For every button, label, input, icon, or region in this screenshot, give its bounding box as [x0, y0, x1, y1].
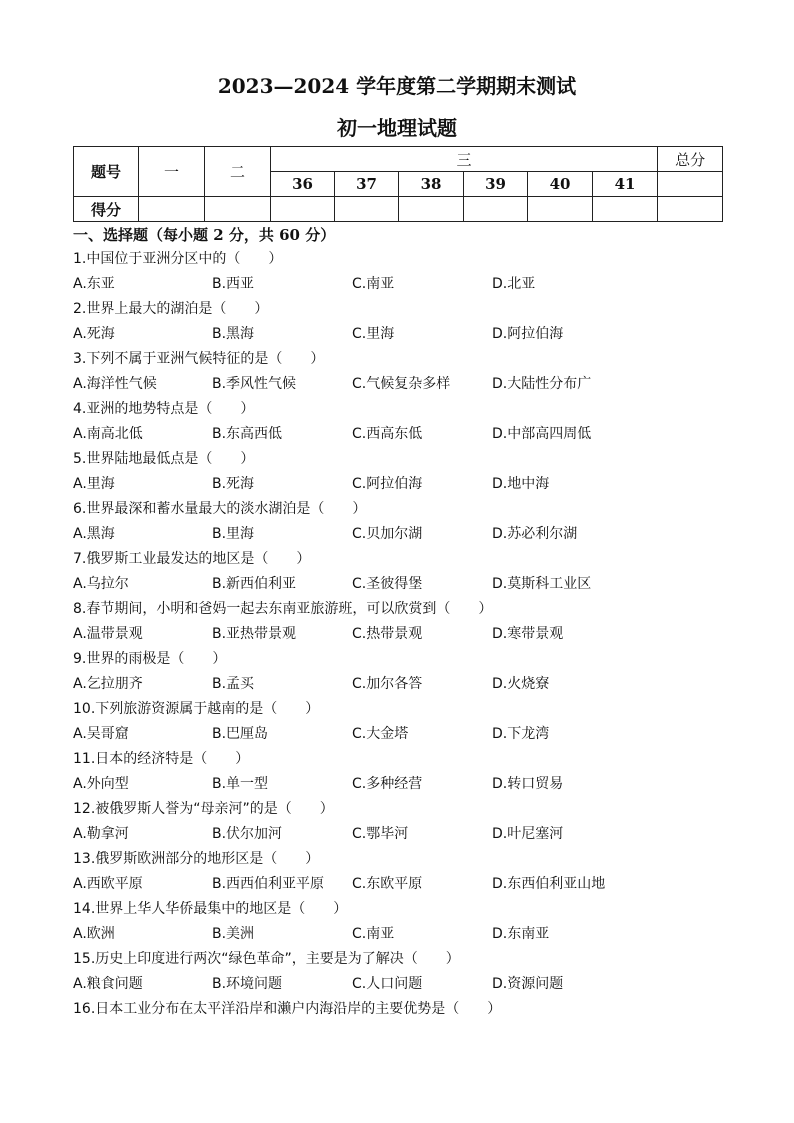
question-stem: 2.世界上最大的湖泊是（ ） — [73, 301, 269, 317]
score-cell — [271, 197, 335, 222]
score-cell — [528, 197, 593, 222]
option-d: D.东南亚 — [492, 926, 550, 942]
question-stem: 10.下列旅游资源属于越南的是（ ） — [73, 701, 320, 717]
option-a: A.外向型 — [73, 776, 129, 792]
option-d: D.大陆性分布广 — [492, 376, 592, 392]
exam-title: 2023—2024 学年度第二学期期末测试 — [217, 74, 577, 98]
question-stem: 1.中国位于亚洲分区中的（ ） — [73, 251, 283, 267]
option-d: D.转口贸易 — [492, 776, 564, 792]
option-d: D.下龙湾 — [492, 726, 550, 742]
option-b: B.西西伯利亚平原 — [212, 876, 325, 892]
option-d: D.资源问题 — [492, 976, 564, 992]
option-a: A.东亚 — [73, 276, 115, 292]
score-cell — [335, 197, 399, 222]
option-row — [73, 322, 733, 347]
header-cell-q36: 36 — [271, 172, 335, 197]
option-row — [73, 922, 733, 947]
header-cell-q39: 39 — [464, 172, 528, 197]
option-b: B.新西伯利亚 — [212, 576, 297, 592]
header-cell-q38: 38 — [399, 172, 464, 197]
option-a: A.乌拉尔 — [73, 576, 129, 592]
option-d: D.地中海 — [492, 476, 550, 492]
option-row — [73, 722, 733, 747]
option-row — [73, 972, 733, 997]
section-heading: 一、选择题（每小题 2 分，共 60 分） — [73, 226, 336, 244]
option-b: B.孟买 — [212, 676, 255, 692]
option-c: C.南亚 — [352, 276, 395, 292]
option-row — [73, 822, 733, 847]
option-c: C.里海 — [352, 326, 395, 342]
score-cell — [464, 197, 528, 222]
question-stem: 9.世界的雨极是（ ） — [73, 651, 227, 667]
option-row — [73, 872, 733, 897]
score-cell — [399, 197, 464, 222]
option-d: D.寒带景观 — [492, 626, 564, 642]
score-cell — [658, 197, 723, 222]
option-c: C.阿拉伯海 — [352, 476, 423, 492]
option-c: C.多种经营 — [352, 776, 423, 792]
option-b: B.死海 — [212, 476, 255, 492]
option-d: D.北亚 — [492, 276, 536, 292]
question-stem: 15.历史上印度进行两次“绿色革命”，主要是为了解决（ ） — [73, 951, 460, 967]
exam-subtitle: 初一地理试题 — [337, 116, 457, 140]
question-stem: 14.世界上华人华侨最集中的地区是（ ） — [73, 901, 348, 917]
option-a: A.勒拿河 — [73, 826, 129, 842]
option-b: B.环境问题 — [212, 976, 283, 992]
option-a: A.吴哥窟 — [73, 726, 129, 742]
option-row — [73, 472, 733, 497]
option-c: C.加尔各答 — [352, 676, 423, 692]
question-stem: 7.俄罗斯工业最发达的地区是（ ） — [73, 551, 311, 567]
question-stem: 6.世界最深和蓄水量最大的淡水湖泊是（ ） — [73, 501, 367, 517]
option-b: B.东高西低 — [212, 426, 283, 442]
option-row — [73, 372, 733, 397]
option-c: C.气候复杂多样 — [352, 376, 451, 392]
total-blank-cell — [658, 172, 723, 197]
option-b: B.伏尔加河 — [212, 826, 283, 842]
option-b: B.西亚 — [212, 276, 255, 292]
header-cell-part-1: 一 — [139, 147, 205, 197]
option-b: B.单一型 — [212, 776, 269, 792]
question-stem: 3.下列不属于亚洲气候特征的是（ ） — [73, 351, 325, 367]
option-c: C.西高东低 — [352, 426, 423, 442]
score-cell — [205, 197, 271, 222]
option-b: B.季风性气候 — [212, 376, 297, 392]
header-cell-total: 总分 — [658, 147, 723, 172]
option-d: D.叶尼塞河 — [492, 826, 564, 842]
option-c: C.大金塔 — [352, 726, 409, 742]
option-row — [73, 772, 733, 797]
option-a: A.里海 — [73, 476, 115, 492]
score-cell — [593, 197, 658, 222]
option-d: D.苏必利尔湖 — [492, 526, 578, 542]
question-stem: 8.春节期间，小明和爸妈一起去东南亚旅游班，可以欣赏到（ ） — [73, 601, 493, 617]
option-a: A.粮食问题 — [73, 976, 143, 992]
option-a: A.海洋性气候 — [73, 376, 157, 392]
option-d: D.东西伯利亚山地 — [492, 876, 606, 892]
option-row — [73, 422, 733, 447]
option-row — [73, 522, 733, 547]
header-cell-part-3: 三 — [271, 147, 658, 172]
option-row — [73, 572, 733, 597]
option-b: B.美洲 — [212, 926, 255, 942]
option-c: C.圣彼得堡 — [352, 576, 423, 592]
option-c: C.热带景观 — [352, 626, 423, 642]
question-container — [73, 247, 733, 1022]
option-a: A.南高北低 — [73, 426, 143, 442]
question-stem: 11.日本的经济特是（ ） — [73, 751, 250, 767]
option-a: A.西欧平原 — [73, 876, 143, 892]
option-row — [73, 272, 733, 297]
header-cell-question-number: 题号 — [74, 147, 139, 197]
option-c: C.人口问题 — [352, 976, 423, 992]
header-cell-part-2: 二 — [205, 147, 271, 197]
question-stem: 13.俄罗斯欧洲部分的地形区是（ ） — [73, 851, 320, 867]
option-d: D.中部高四周低 — [492, 426, 592, 442]
score-table — [73, 146, 723, 222]
question-stem: 4.亚洲的地势特点是（ ） — [73, 401, 255, 417]
option-a: A.温带景观 — [73, 626, 143, 642]
option-b: B.里海 — [212, 526, 255, 542]
option-row — [73, 672, 733, 697]
option-c: C.贝加尔湖 — [352, 526, 423, 542]
option-c: C.南亚 — [352, 926, 395, 942]
question-stem: 5.世界陆地最低点是（ ） — [73, 451, 255, 467]
header-cell-q40: 40 — [528, 172, 593, 197]
option-c: C.东欧平原 — [352, 876, 423, 892]
option-a: A.死海 — [73, 326, 115, 342]
option-b: B.巴厘岛 — [212, 726, 269, 742]
question-list — [73, 223, 733, 1022]
option-d: D.阿拉伯海 — [492, 326, 564, 342]
question-stem: 12.被俄罗斯人誉为“母亲河”的是（ ） — [73, 801, 334, 817]
option-a: A.黑海 — [73, 526, 115, 542]
option-a: A.乞拉朋齐 — [73, 676, 143, 692]
score-row-label: 得分 — [74, 197, 139, 222]
option-b: B.亚热带景观 — [212, 626, 297, 642]
option-d: D.火烧寮 — [492, 676, 550, 692]
score-cell — [139, 197, 205, 222]
option-d: D.莫斯科工业区 — [492, 576, 592, 592]
option-a: A.欧洲 — [73, 926, 115, 942]
option-row — [73, 622, 733, 647]
header-cell-q41: 41 — [593, 172, 658, 197]
option-c: C.鄂毕河 — [352, 826, 409, 842]
question-stem: 16.日本工业分布在太平洋沿岸和濑户内海沿岸的主要优势是（ ） — [73, 1001, 502, 1017]
header-cell-q37: 37 — [335, 172, 399, 197]
option-b: B.黑海 — [212, 326, 255, 342]
